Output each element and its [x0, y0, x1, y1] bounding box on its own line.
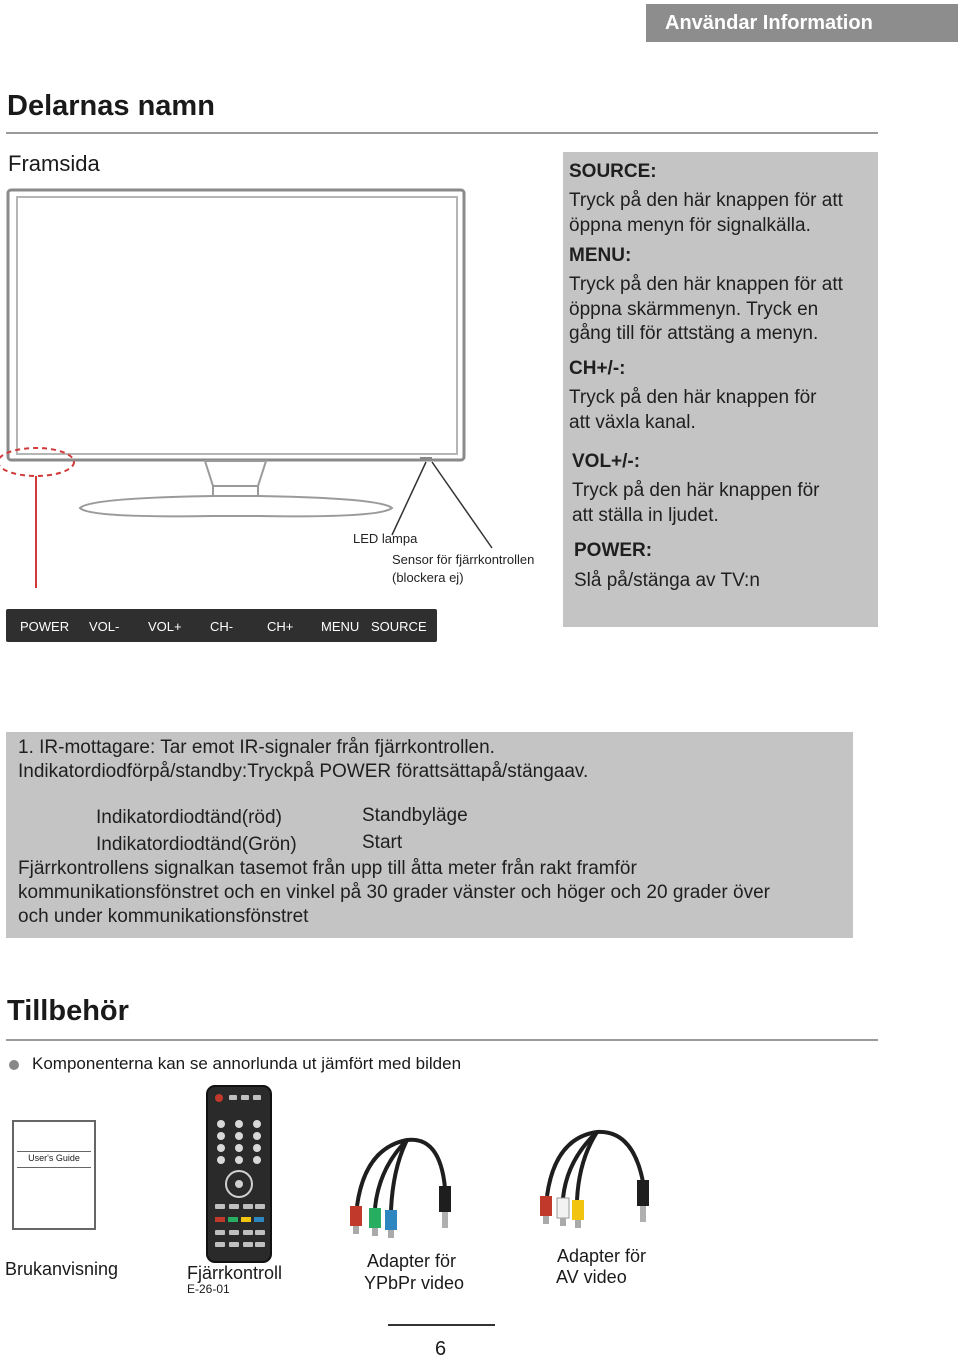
vol-desc-line2: att ställa in ljudet. — [572, 505, 719, 526]
power-desc-line1: Slå på/stänga av TV:n — [574, 570, 760, 591]
av-jack-plug — [637, 1180, 649, 1206]
ir-para-line3: och under kommunikationsfönstret — [18, 906, 309, 927]
ch-desc-line1: Tryck på den här knappen för — [569, 387, 817, 408]
section-header-tab: Användar Information — [646, 4, 958, 42]
front-subtitle: Framsida — [8, 151, 100, 176]
ypbpr-label-line2: YPbPr video — [364, 1273, 465, 1293]
ch-desc-line2: att växla kanal. — [569, 412, 696, 433]
ir-led-red-label: Indikatordiodtänd(röd) — [96, 807, 282, 828]
remote-control-image — [205, 1084, 273, 1264]
ypbpr-label-line1: Adapter för — [367, 1251, 457, 1271]
bullet-dot-icon — [9, 1060, 19, 1070]
button-label-menu: MENU — [321, 619, 360, 634]
av-adapter-image — [535, 1122, 660, 1242]
remote-power-button — [215, 1094, 223, 1102]
ir-line2: Indikatordiodförpå/standby:Tryckpå POWER förattsättapå/stängaav. — [18, 761, 589, 782]
remote-ok-button — [235, 1180, 243, 1188]
remote-model: E-26-01 — [187, 1282, 230, 1296]
av-yellow-plug — [572, 1200, 584, 1220]
led-pointer-line — [392, 462, 426, 535]
tv-screen — [17, 197, 457, 454]
led-label: LED lampa — [353, 531, 418, 546]
vol-desc-line1: Tryck på den här knappen för — [572, 480, 820, 501]
section-title-accessories: Tillbehör — [7, 995, 129, 1027]
ir-led-green-state: Start — [362, 832, 403, 853]
sensor-pointer-line — [432, 462, 492, 548]
ir-para-line1: Fjärrkontrollens signalkan tasemot från upp till åtta meter från rakt framför — [18, 858, 637, 879]
menu-desc-line3: gång till för attstäng a menyn. — [569, 323, 819, 344]
ypbpr-green-plug — [369, 1208, 381, 1228]
sensor-label-line2: (blockera ej) — [392, 570, 464, 585]
user-manual-image — [12, 1120, 96, 1230]
av-red-plug — [540, 1196, 552, 1216]
page-number: 6 — [435, 1338, 447, 1360]
ir-para-line2: kommunikationsfönstret och en vinkel på 30 grader vänster och höger och 20 grader över — [18, 882, 770, 903]
source-desc-line1: Tryck på den här knappen för att — [569, 190, 843, 211]
ypbpr-blue-plug — [385, 1210, 397, 1230]
button-label-vol-plus: VOL+ — [148, 619, 182, 634]
side-button-bar — [6, 609, 437, 642]
button-label-power: POWER — [20, 619, 70, 634]
menu-key: MENU: — [569, 245, 632, 266]
button-label-ch-plus: CH+ — [267, 619, 294, 634]
tv-stand-neck — [205, 461, 266, 486]
tv-stand-base — [80, 496, 392, 516]
ir-led-green-label: Indikatordiodtänd(Grön) — [96, 834, 297, 855]
remote-body — [207, 1086, 271, 1262]
accessories-underline — [6, 1039, 878, 1041]
ch-key: CH+/-: — [569, 358, 626, 379]
manual-label: Brukanvisning — [5, 1259, 119, 1279]
button-label-ch-minus: CH- — [210, 619, 234, 634]
vol-key: VOL+/-: — [572, 451, 641, 472]
av-label-line1: Adapter för — [557, 1246, 647, 1266]
button-label-source: SOURCE — [371, 619, 427, 634]
button-label-vol-minus: VOL- — [89, 619, 120, 634]
menu-desc-line1: Tryck på den här knappen för att — [569, 274, 843, 295]
source-desc-line2: öppna menyn för signalkälla. — [569, 215, 811, 236]
av-label-line2: AV video — [556, 1267, 627, 1287]
title-underline — [6, 132, 878, 134]
ypbpr-adapter-image — [345, 1128, 470, 1248]
ypbpr-jack-plug — [439, 1186, 451, 1212]
menu-desc-line2: öppna skärmmenyn. Tryck en — [569, 299, 819, 320]
section-title-parts: Delarnas namn — [7, 90, 215, 122]
source-key: SOURCE: — [569, 161, 657, 182]
sensor-label-line1: Sensor för fjärrkontrollen — [392, 552, 535, 567]
remote-top-button-row — [229, 1095, 261, 1100]
ir-line1: 1. IR-mottagare: Tar emot IR-signaler från fjärrkontrollen. — [18, 737, 495, 758]
accessories-note: Komponenterna kan se annorlunda ut jämfört med bilden — [32, 1054, 462, 1073]
manual-cover-rule-bottom — [17, 1167, 91, 1168]
manual-cover-rule-top — [17, 1151, 91, 1152]
footer-rule — [388, 1324, 495, 1326]
manual-cover-title: User's Guide — [28, 1153, 80, 1163]
remote-label: Fjärrkontroll — [187, 1263, 283, 1283]
av-cable — [547, 1132, 643, 1196]
ir-led-red-state: Standbyläge — [362, 805, 468, 826]
av-white-plug — [557, 1198, 569, 1218]
ypbpr-red-plug — [350, 1206, 362, 1226]
tv-front-illustration — [0, 180, 560, 600]
power-key: POWER: — [574, 540, 653, 561]
led-marker — [420, 457, 432, 461]
